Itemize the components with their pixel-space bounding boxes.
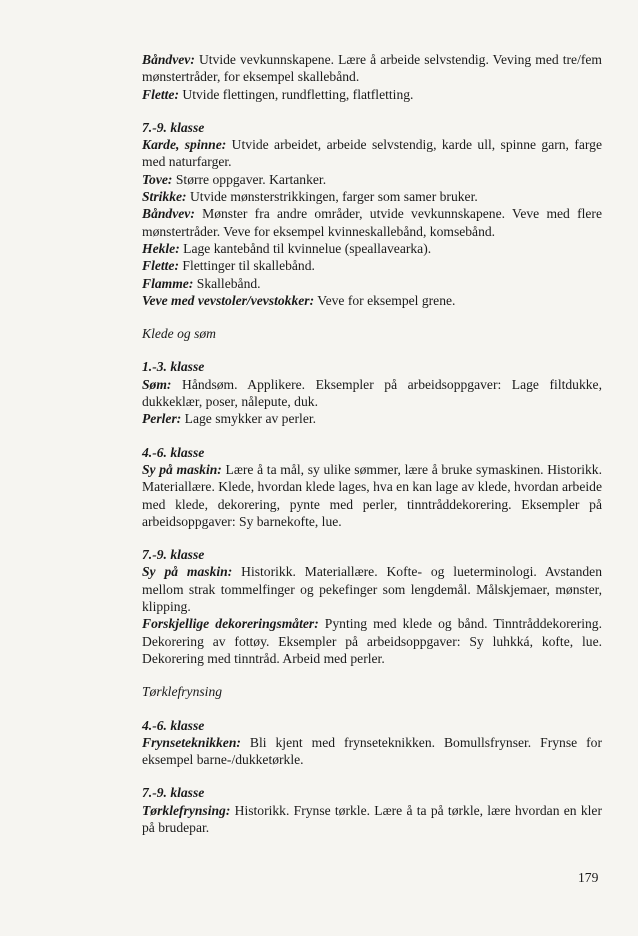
entry-text: Skallebånd. <box>196 275 261 291</box>
spacer <box>142 701 602 717</box>
entry-paragraph <box>142 734 602 769</box>
entry-text: Mønster fra andre områder, utvide vevkunnskapene. Veve med flere mønstertråder. Veve for eksempel kvinneskallebånd, komsebånd. <box>142 206 602 239</box>
entry-term: Veve med vevstoler/vevstokker: <box>142 292 315 308</box>
entry-text: Større oppgaver. Kartanker. <box>175 171 327 187</box>
entry-paragraph <box>142 188 602 205</box>
entry-text: Veve for eksempel grene. <box>317 292 456 308</box>
spacer <box>142 530 602 546</box>
entry-term: Tørklefrynsing: <box>142 802 231 818</box>
entry-text: Pynting med klede og bånd. Tinntråddekorering. Dekorering av fottøy. Eksempler på arbeidsoppgaver: Sy luhkká, kofte, lue. Dekorering med tinntråd. Arbeid med perler. <box>142 616 602 666</box>
entry-text: Historikk. Frynse tørkle. Lære å ta på tørkle, lære hvordan en kler på brudepar. <box>142 802 602 835</box>
grade-heading: 4.-6. klasse <box>142 717 205 733</box>
entry-paragraph <box>142 292 602 309</box>
entry-text: Flettinger til skallebånd. <box>182 258 315 274</box>
entry-term: Perler: <box>142 411 182 427</box>
spacer <box>142 667 602 683</box>
page-body <box>142 51 602 836</box>
entry-text: Lære å ta mål, sy ulike sømmer, lære å bruke symaskinen. Historikk. Materiallære. Klede, hvordan klede lages, hva en kan lage av klede, hvordan arbeide med klede, dekorering, pynte med perler, tinntråddekorering. Eksempler på arbeidsoppgaver: Sy barnekofte, lue. <box>142 461 602 529</box>
entry-text: Historikk. Materiallære. Kofte- og lueterminologi. Avstanden mellom strak tommelfinger og pekefinger som lengdemål. Målskjemaer, mønster, klipping. <box>142 564 602 615</box>
spacer <box>142 103 602 119</box>
entry-term: Tove: <box>142 171 173 187</box>
grade-heading: 7.-9. klasse <box>142 547 205 563</box>
entry-paragraph <box>142 257 602 274</box>
entry-paragraph <box>142 410 602 427</box>
page-number: 179 <box>578 870 599 885</box>
entry-text: Håndsøm. Applikere. Eksempler på arbeidsoppgaver: Lage filtdukke, dukkeklær, poser, nålepute, duk. <box>142 376 602 410</box>
spacer <box>142 309 602 325</box>
entry-term: Flamme: <box>142 275 194 291</box>
grade-heading: 1.-3. klasse <box>142 359 205 375</box>
entry-term: Flette: <box>142 258 179 274</box>
entry-paragraph <box>142 461 602 530</box>
entry-paragraph <box>142 275 602 292</box>
entry-paragraph <box>142 205 602 240</box>
grade-heading: 7.-9. klasse <box>142 119 205 135</box>
grade-heading: 4.-6. klasse <box>142 444 205 460</box>
entry-text: Bli kjent med frynseteknikken. Bomullsfrynser. Frynse for eksempel barne-/dukketørkle. <box>142 734 603 768</box>
entry-term: Sy på maskin: <box>142 564 233 580</box>
entry-term: Båndvev: <box>142 206 195 222</box>
section-title: Klede og søm <box>142 326 217 342</box>
entry-text: Utvide arbeidet, arbeide selvstendig, karde ull, spinne garn, farge med naturfarger. <box>142 137 602 170</box>
grade-heading: 7.-9. klasse <box>142 785 205 801</box>
entry-paragraph <box>142 136 602 171</box>
entry-text: Lage kantebånd til kvinnelue (speallavearka). <box>183 240 432 256</box>
entry-term: Søm: <box>142 376 172 392</box>
entry-paragraph <box>142 802 602 837</box>
entry-term: Båndvev: <box>142 52 195 67</box>
entry-term: Strikke: <box>142 189 187 205</box>
entry-paragraph <box>142 563 602 615</box>
entry-text: Utvide vevkunnskapene. Lære å arbeide selvstendig. Veving med tre/fem mønstertråder, for eksempel skallebånd. <box>142 52 602 85</box>
entry-paragraph <box>142 51 602 86</box>
entry-term: Karde, spinne: <box>142 137 227 153</box>
entry-term: Forskjellige dekoreringsmåter: <box>142 616 319 632</box>
entry-text: Lage smykker av perler. <box>184 411 317 427</box>
section-title: Tørklefrynsing <box>142 684 223 700</box>
entry-paragraph <box>142 240 602 257</box>
spacer <box>142 428 602 444</box>
entry-term: Frynseteknikken: <box>142 734 241 750</box>
entry-text: Utvide mønsterstrikkingen, farger som samer bruker. <box>189 189 478 205</box>
entry-term: Flette: <box>142 86 179 102</box>
spacer <box>142 768 602 784</box>
entry-term: Hekle: <box>142 240 180 256</box>
entry-text: Utvide flettingen, rundfletting, flatfletting. <box>182 86 414 102</box>
spacer <box>142 342 602 358</box>
entry-paragraph <box>142 615 602 667</box>
entry-term: Sy på maskin: <box>142 461 222 477</box>
entry-paragraph <box>142 376 602 411</box>
entry-paragraph <box>142 86 602 103</box>
entry-paragraph <box>142 171 602 188</box>
